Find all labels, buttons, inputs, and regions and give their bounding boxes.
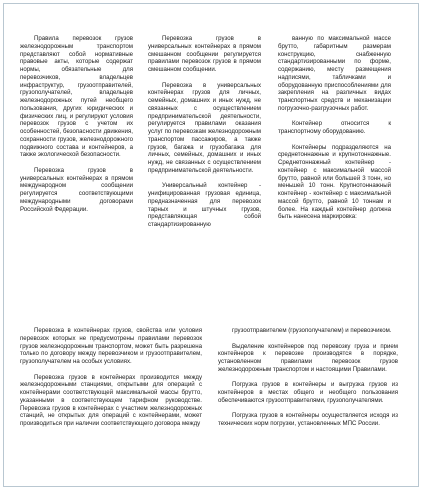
paragraph: ванную по максимальной массе брутто, габаритным размерам конструкцию, снабженную стандартизированными по форме, содержанию, месту размещения надписями, табличками и оборудованную приспособлениями для закрепления на различных видах транспортных средств и механизации погрузочно-разгрузочных работ. xyxy=(278,35,391,112)
paragraph: Контейнеры подразделяются на среднетоннажные и крупнотоннажные. Среднетоннажный контейнер - контейнер с максимальной массой брутто, равной или большей 3 тонн, но меньшей 10 тонн. Крупнотоннажный контейнер - контейнер с максимальной массой брутто, равной 10 тоннам и более. На каждый контейнер должна быть нанесена маркировка: xyxy=(278,143,391,221)
paragraph: Перевозка грузов в контейнерах производится между железнодорожными станциями, открытыми для операций с контейнерами соответствующей максимальной массы брутто, указанными в соответствующем тарифном руководстве. Перевозка грузов в контейнерах с участием железнодорожных станций, не открытых для операций с контейнерами, может производиться при наличии соответствующего договора между xyxy=(20,373,202,427)
paragraph: Перевозка грузов в универсальных контейнерах в прямом международном сообщении регулируется соответствующими международными договорами Российской Федерации. xyxy=(20,166,133,213)
paragraph: Погрузка грузов в контейнеры и выгрузка грузов из контейнеров в местах общего и необщего пользования обеспечиваются грузоотправителями, грузополучателями. xyxy=(218,381,398,404)
bottom-column-2 xyxy=(218,327,398,428)
paragraph: Перевозка грузов в универсальных контейнерах в прямом смешанном сообщении регулируется правилами перевозок грузов в прямом смешанном сообщении. xyxy=(148,35,261,73)
document-page xyxy=(3,3,419,487)
top-column-1 xyxy=(20,35,133,213)
top-column-3 xyxy=(278,35,391,221)
paragraph: Погрузка грузов в контейнеры осуществляется исходя из технических норм погрузки, установленных МПС России. xyxy=(218,412,398,427)
bottom-column-1 xyxy=(20,327,202,428)
paragraph: грузоотправителем (грузополучателем) и перевозчиком. xyxy=(232,327,392,334)
paragraph: Перевозка в контейнерах грузов, свойства или условия перевозок которых не предусмотрены правилами перевозок грузов железнодорожным транспортом, может быть разрешена только по договору между перевозчиком и грузоотправителем, грузополучателем на особых условиях. xyxy=(20,327,202,365)
paragraph: Правила перевозок грузов железнодорожным транспортом представляют собой нормативные правовые акты, которые содержат нормы, обязательные для перевозчиков, владельцев инфраструктур, грузоотправителей, грузополучателей, владельцев железнодорожных путей необщего пользования, других юридических и физических лиц, и регулируют условия перевозок грузов с учетом их особенностей, безопасности движения, сохранности грузов, железнодорожного подвижного состава и контейнеров, а также экологической безопасности. xyxy=(20,35,133,159)
paragraph: Выделение контейнеров под перевозку груза и прием контейнеров к перевозке производятся в порядке, установленном правилами перевозок грузов железнодорожным транспортом и настоящими Правилами. xyxy=(218,342,398,373)
top-column-2 xyxy=(148,35,261,229)
paragraph: Контейнер относится к транспортному оборудованию. xyxy=(278,120,391,135)
paragraph: Перевозка в универсальных контейнерах грузов для личных, семейных, домашних и иных нужд, не связанных с осуществлением предпринимательской деятельности, регулируется правилами оказания услуг по перевозкам железнодорожным транспортом пассажиров, а также грузов, багажа и грузобагажа для личных, семейных, домашних и иных нужд, не связанных с осуществлением предпринимательской деятельности. xyxy=(148,81,261,174)
paragraph: Универсальный контейнер - унифицированная грузовая единица, предназначенная для перевозок тарных и штучных грузов, представляющая собой стандартизированную xyxy=(148,182,261,228)
